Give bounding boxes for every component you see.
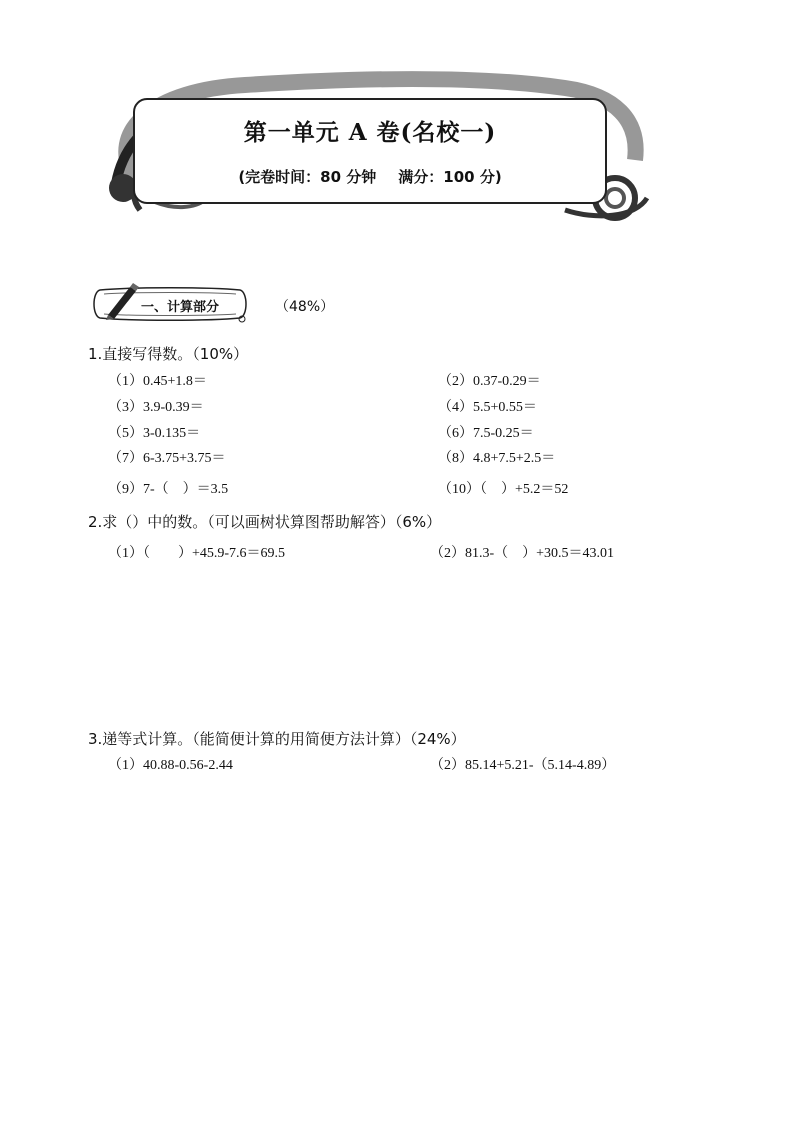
q1-item: （3）3.9-0.39＝ [108, 400, 204, 415]
pen-icon [100, 281, 140, 321]
q1-item: （1）0.45+1.8＝ [108, 374, 207, 389]
time-limit: (完卷时间：80 分钟 [238, 168, 377, 186]
q1-item: （8）4.8+7.5+2.5＝ [438, 451, 556, 466]
section-title: 一、计算部分 [141, 300, 220, 315]
question-2-title: 2.求（）中的数。（可以画树状算图帮助解答）（6%） [88, 513, 442, 531]
q3-item: （2）85.14+5.21-（5.14-4.89） [430, 758, 616, 773]
q2-item: （1）（ ）+45.9-7.6＝69.5 [108, 546, 286, 561]
q1-item: （2）0.37-0.29＝ [438, 374, 541, 389]
full-score: 满分：100 分) [398, 168, 502, 186]
question-1-title: 1.直接写得数。（10%） [88, 345, 249, 363]
q1-item: （4）5.5+0.55＝ [438, 400, 537, 415]
q2-item: （2）81.3-（ ）+30.5＝43.01 [430, 546, 615, 561]
q1-item: （5）3-0.135＝ [108, 426, 201, 441]
title-banner [133, 98, 607, 204]
q1-item: （10）（ ）+5.2＝52 [438, 482, 569, 497]
question-3-title: 3.递等式计算。（能简便计算的用简便方法计算）（24%） [88, 730, 466, 748]
q1-item: （7）6-3.75+3.75＝ [108, 451, 226, 466]
exam-info [135, 166, 605, 187]
q1-item: （9）7-（ ）＝3.5 [108, 482, 229, 497]
page-title: 第一单元 A 卷(名校一) [243, 119, 497, 146]
q1-item: （6）7.5-0.25＝ [438, 426, 534, 441]
section-percent: （48%） [275, 299, 335, 315]
q3-item: （1）40.88-0.56-2.44 [108, 758, 233, 773]
